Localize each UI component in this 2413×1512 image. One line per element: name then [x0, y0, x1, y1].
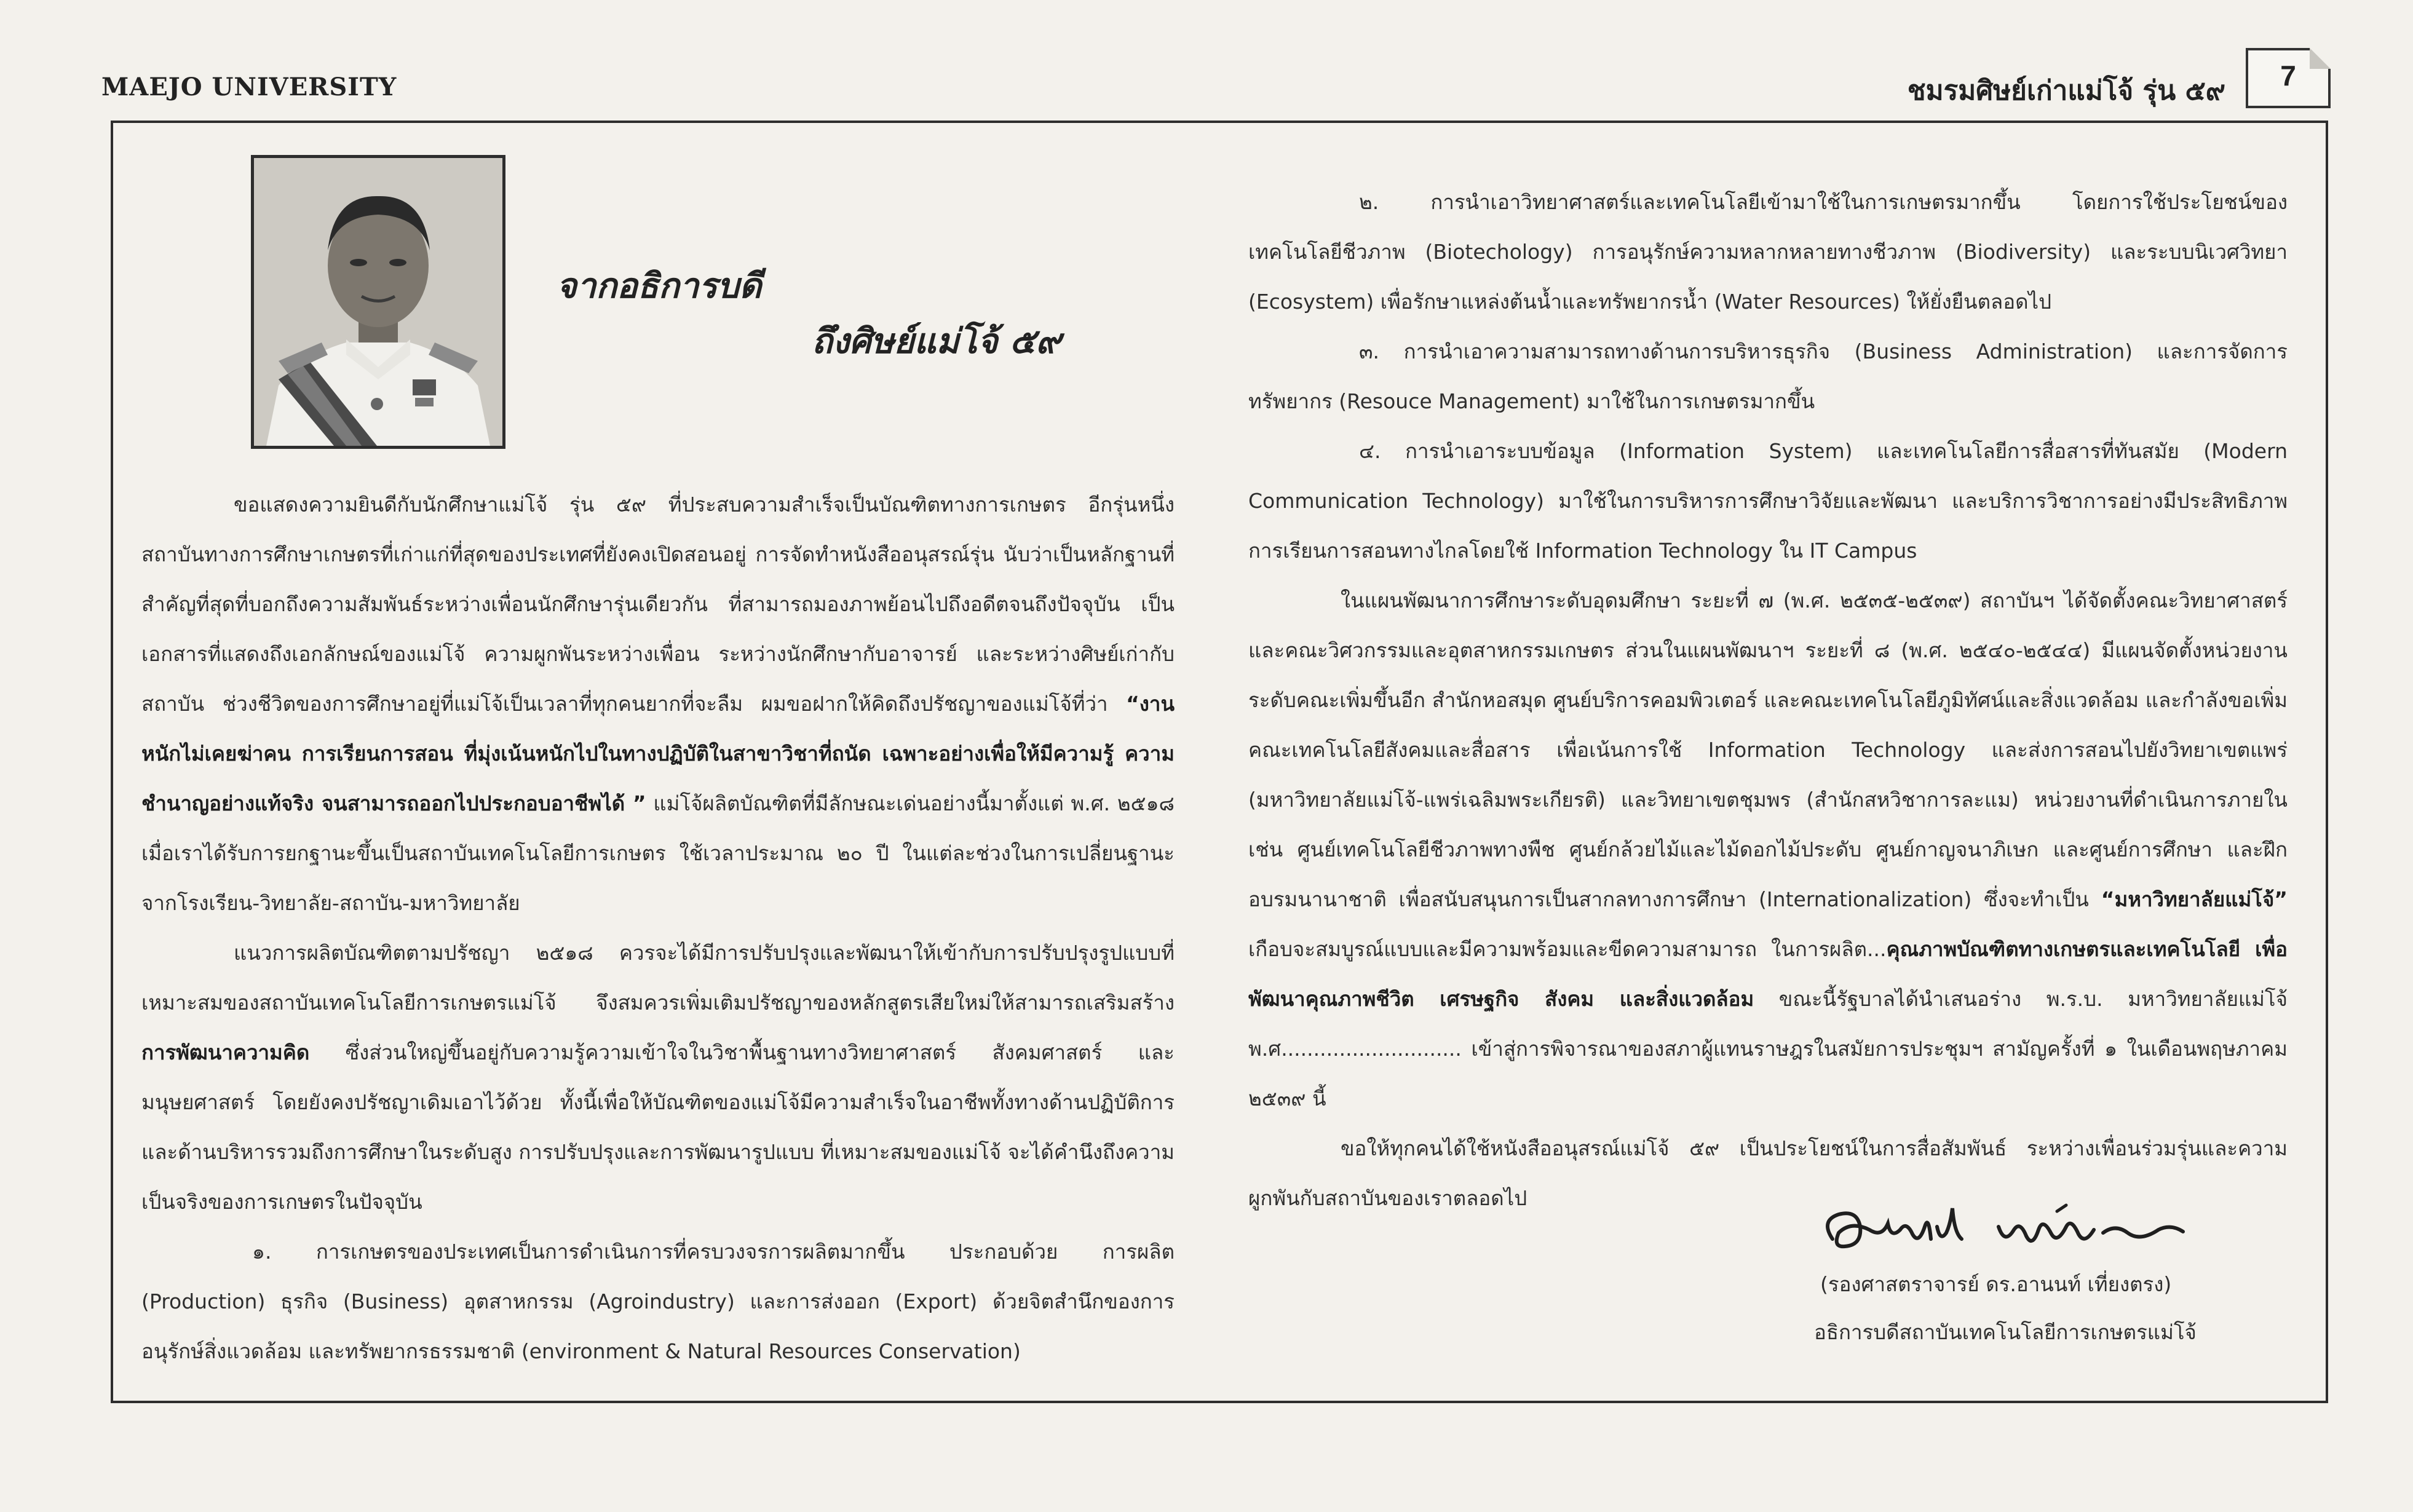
signer-position: อธิการบดีสถาบันเทคโนโลยีการเกษตรแม่โจ้	[1814, 1320, 2197, 1344]
emphasis-thinking-development: การพัฒนาความคิด	[141, 1040, 310, 1064]
paragraph-development-plan	[1248, 576, 2288, 1123]
paragraph-closing: ขอให้ทุกคนได้ใช้หนังสืออนุสรณ์แม่โจ้ ๕๙ เป็นประโยชน์ในการสื่อสัมพันธ์ ระหว่างเพื่อนร่วมรุ่นและความผูกพันกับสถาบันของเราตลอดไป	[1248, 1136, 2288, 1210]
paragraph-text: ซึ่งส่วนใหญ่ขึ้นอยู่กับความรู้ความเข้าใจในวิชาพื้นฐานทางวิทยาศาสตร์ สังคมศาสตร์ และมนุษยศาสตร์ โดยยังคงปรัชญาเดิมเอาไว้ด้วย ทั้งนี้เพื่อให้บัณฑิตของแม่โจ้มีความสำเร็จในอาชีพทั้งทางด้านปฏิบัติการและด้านบริหารรวมถึงการศึกษาในระดับสูง การปรับปรุงและการพัฒนารูปแบบ ที่เหมาะสมของแม่โจ้ จะได้คำนึงถึงความเป็นจริงของการเกษตรในปัจจุบัน	[141, 1040, 1175, 1214]
right-column	[1248, 177, 2288, 1223]
portrait-image	[254, 158, 502, 446]
emphasis-maejo-university: “มหาวิทยาลัยแม่โจ้”	[2101, 887, 2288, 911]
paragraph-text: ในแผนพัฒนาการศึกษาระดับอุดมศึกษา ระยะที่ ๗ (พ.ศ. ๒๕๓๕-๒๕๓๙) สถาบันฯ ได้จัดตั้งคณะวิทยาศาสตร์ และคณะวิศวกรรมและอุตสาหกรรมเกษตร ส่วนในแผนพัฒนาฯ ระยะที่ ๘ (พ.ศ. ๒๕๔๐-๒๕๔๔) มีแผนจัดตั้งหน่วยงานระดับคณะเพิ่มขึ้นอีก สำนักหอสมุด ศูนย์บริการคอมพิวเตอร์ และคณะเทคโนโลยีภูมิทัศน์และสิ่งแวดล้อม และกำลังขอเพิ่มคณะเทคโนโลยีสังคมและสื่อสาร เพื่อเน้นการใช้ Information Technology และส่งการสอนไปยังวิทยาเขตแพร่ (มหาวิทยาลัยแม่โจ้-แพร่เฉลิมพระเกียรติ) และวิทยาเขตชุมพร (สำนักสหวิชาการละแม) หน่วยงานที่ดำเนินการภายในเช่น ศูนย์เทคโนโลยีชีวภาพทางพืช ศูนย์กล้วยไม้และไม้ดอกไม้ประดับ ศูนย์กาญจนาภิเษก และศูนย์การศึกษา และฝึกอบรมนานาชาติ เพื่อสนับสนุนการเป็นสากลทางการศึกษา (Internationalization) ซึ่งจะทำเป็น	[1248, 588, 2288, 911]
handwritten-signature	[1814, 1196, 2195, 1266]
paragraph-text: เกือบจะสมบูรณ์แบบและมีความพร้อมและขีดความสามารถ ในการผลิต...	[1248, 937, 1887, 961]
list-item-2: ๒. การนำเอาวิทยาศาสตร์และเทคโนโลยีเข้ามาใช้ในการเกษตรมากขึ้น โดยการใช้ประโยชน์ของเทคโนโลยีชีวภาพ (Biotechology) การอนุรักษ์ความหลากหลายทางชีวภาพ (Biodiversity) และระบบนิเวศวิทยา (Ecosystem) เพื่อรักษาแหล่งต้นน้ำและทรัพยากรน้ำ (Water Resources) ให้ยั่งยืนตลอดไป	[1248, 190, 2288, 314]
signature-image	[1814, 1196, 2195, 1264]
paragraph-text: ขอแสดงความยินดีกับนักศึกษาแม่โจ้ รุ่น ๕๙ ที่ประสบความสำเร็จเป็นบัณฑิตทางการเกษตร อีกรุ่นหนึ่ง สถาบันทางการศึกษาเกษตรที่เก่าแก่ที่สุดของประเทศที่ยังคงเปิดสอนอยู่ การจัดทำหนังสืออนุสรณ์รุ่น นับว่าเป็นหลักฐานที่สำคัญที่สุดที่บอกถึงความสัมพันธ์ระหว่างเพื่อนนักศึกษารุ่นเดียวกัน ที่สามารถมองภาพย้อนไปถึงอดีตจนถึงปัจจุบัน เป็นเอกสารที่แสดงถึงเอกลักษณ์ของแม่โจ้ ความผูกพันระหว่างเพื่อน ระหว่างนักศึกษากับอาจารย์ และระหว่างศิษย์เก่ากับสถาบัน ช่วงชีวิตของการศึกษาอยู่ที่แม่โจ้เป็นเวลาที่ทุกคนยากที่จะลืม ผมขอฝากให้คิดถึงปรัชญาของแม่โจ้ที่ว่า	[141, 493, 1175, 716]
paragraph-text: ขณะนี้รัฐบาลได้นำเสนอร่าง พ.ร.บ. มหาวิทยาลัยแม่โจ้ พ.ศ............................ เข้าสู่การพิจารณาของสภาผู้แทนราษฎรในสมัยการประชุมฯ สามัญครั้งที่ ๑ ในเดือนพฤษภาคม ๒๕๓๙ นี้	[1248, 987, 2288, 1110]
list-item-3: ๓. การนำเอาความสามารถทางด้านการบริหารธุรกิจ (Business Administration) และการจัดการทรัพยากร (Resouce Management) มาใช้ในการเกษตรมากขึ้น	[1248, 339, 2288, 413]
page-fold-corner	[2310, 48, 2331, 69]
philosophy-quote: “งานหนักไม่เคยฆ่าคน การเรียนการสอน ที่มุ่งเน้นหนักไปในทางปฏิบัติในสาขาวิชาที่ถนัด เฉพาะอย่างเพื่อให้มีความรู้ ความชำนาญอย่างแท้จริง จนสามารถออกไปประกอบอาชีพได้ ”	[141, 692, 1175, 815]
paragraph-congratulations	[141, 480, 1175, 928]
list-item-1: ๑. การเกษตรของประเทศเป็นการดำเนินการที่ครบวงจรการผลิตมากขึ้น ประกอบด้วย การผลิต (Production) ธุรกิจ (Business) อุตสาหกรรม (Agroindustry) และการส่งออก (Export) ด้วยจิตสำนึกของการอนุรักษ์สิ่งแวดล้อม และทรัพยากรธรรมชาติ (environment & Natural Resources Conservation)	[141, 1240, 1175, 1363]
header-university-name: MAEJO UNIVERSITY	[101, 73, 397, 101]
page-number-box	[2246, 48, 2331, 108]
page-number: 7	[2280, 60, 2296, 92]
list-item-4: ๔. การนำเอาระบบข้อมูล (Information System) และเทคโนโลยีการสื่อสารที่ทันสมัย (Modern Communication Technology) มาใช้ในการบริหารการศึกษาวิจัยและพัฒนา และบริการวิชาการอย่างมีประสิทธิภาพ การเรียนการสอนทางไกลโดยใช้ Information Technology ใน IT Campus	[1248, 439, 2288, 563]
header-club-title: ชมรมศิษย์เก่าแม่โจ้ รุ่น ๕๙	[1907, 75, 2225, 106]
emphasis-graduate-quality: คุณภาพบัณฑิตทางเกษตรและเทคโนโลยี เพื่อพัฒนาคุณภาพชีวิต เศรษฐกิจ สังคม และสิ่งแวดล้อม	[1248, 937, 2288, 1011]
signer-name: (รองศาสตราจารย์ ดร.อานนท์ เที่ยงตรง)	[1820, 1272, 2172, 1296]
paragraph-text: แนวการผลิตบัณฑิตตามปรัชญา ๒๕๑๘ ควรจะได้มีการปรับปรุงและพัฒนาให้เข้ากับการปรับปรุงรูปแบบที่เหมาะสมของสถาบันเทคโนโลยีการเกษตรแม่โจ้ จึงสมควรเพิ่มเติมปรัชญาของหลักสูตรเสียใหม่ให้สามารถเสริมสร้าง	[141, 941, 1175, 1015]
left-column	[141, 480, 1175, 1376]
paragraph-text: แม่โจ้ผลิตบัณฑิตที่มีลักษณะเด่นอย่างนี้มาตั้งแต่ พ.ศ. ๒๕๑๘ เมื่อเราได้รับการยกฐานะขึ้นเป็นสถาบันเทคโนโลยีการเกษตร ใช้เวลาประมาณ ๒๐ ปี ในแต่ละช่วงในการเปลี่ยนฐานะจากโรงเรียน-วิทยาลัย-สถาบัน-มหาวิทยาลัย	[141, 791, 1175, 915]
letter-title-line2: ถึงศิษย์แม่โจ้ ๕๙	[812, 322, 1061, 362]
rector-portrait-photo	[251, 155, 505, 449]
paragraph-philosophy	[141, 928, 1175, 1227]
letter-title-line1: จากอธิการบดี	[557, 266, 762, 306]
